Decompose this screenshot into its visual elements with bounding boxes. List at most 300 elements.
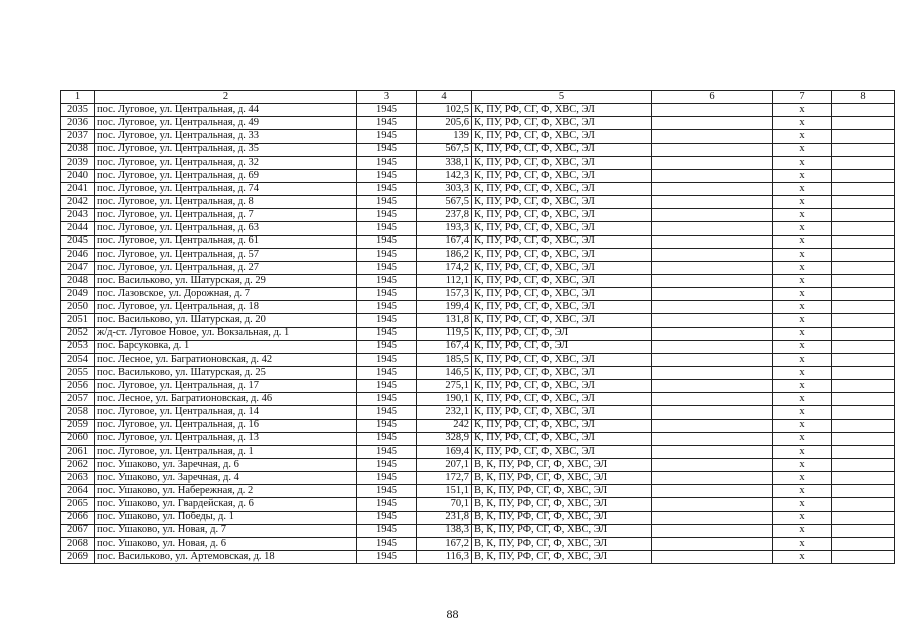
column-6-cell xyxy=(652,393,773,406)
year-cell: 1945 xyxy=(357,366,417,379)
table-row xyxy=(61,156,895,169)
row-number-cell: 2046 xyxy=(61,248,95,261)
row-number-cell: 2051 xyxy=(61,314,95,327)
table-row xyxy=(61,222,895,235)
column-number-header-row xyxy=(61,91,895,104)
address-cell: пос. Ушаково, ул. Заречная, д. 6 xyxy=(95,458,357,471)
area-cell: 328,9 xyxy=(417,432,472,445)
row-number-cell: 2035 xyxy=(61,104,95,117)
address-cell: пос. Луговое, ул. Центральная, д. 35 xyxy=(95,143,357,156)
column-7-mark-cell: х xyxy=(773,537,832,550)
column-7-mark-cell: х xyxy=(773,445,832,458)
column-6-cell xyxy=(652,498,773,511)
column-6-cell xyxy=(652,156,773,169)
utility-systems-cell: К, ПУ, РФ, СГ, Ф, ХВС, ЭЛ xyxy=(472,156,652,169)
table-row xyxy=(61,472,895,485)
table-row xyxy=(61,419,895,432)
year-cell: 1945 xyxy=(357,498,417,511)
row-number-cell: 2049 xyxy=(61,288,95,301)
year-cell: 1945 xyxy=(357,327,417,340)
utility-systems-cell: К, ПУ, РФ, СГ, Ф, ХВС, ЭЛ xyxy=(472,274,652,287)
table-row xyxy=(61,169,895,182)
utility-systems-cell: В, К, ПУ, РФ, СГ, Ф, ХВС, ЭЛ xyxy=(472,458,652,471)
address-cell: пос. Луговое, ул. Центральная, д. 27 xyxy=(95,261,357,274)
address-cell: пос. Луговое, ул. Центральная, д. 57 xyxy=(95,248,357,261)
area-cell: 231,8 xyxy=(417,511,472,524)
area-cell: 190,1 xyxy=(417,393,472,406)
column-7-mark-cell: х xyxy=(773,432,832,445)
column-8-cell xyxy=(832,274,895,287)
column-8-cell xyxy=(832,511,895,524)
table-row xyxy=(61,524,895,537)
column-6-cell xyxy=(652,196,773,209)
column-7-mark-cell: х xyxy=(773,196,832,209)
area-cell: 242 xyxy=(417,419,472,432)
year-cell: 1945 xyxy=(357,130,417,143)
row-number-cell: 2048 xyxy=(61,274,95,287)
column-7-mark-cell: х xyxy=(773,524,832,537)
column-6-cell xyxy=(652,458,773,471)
year-cell: 1945 xyxy=(357,235,417,248)
utility-systems-cell: К, ПУ, РФ, СГ, Ф, ХВС, ЭЛ xyxy=(472,366,652,379)
column-8-cell xyxy=(832,248,895,261)
utility-systems-cell: К, ПУ, РФ, СГ, Ф, ХВС, ЭЛ xyxy=(472,248,652,261)
column-6-cell xyxy=(652,406,773,419)
year-cell: 1945 xyxy=(357,288,417,301)
row-number-cell: 2040 xyxy=(61,169,95,182)
column-6-cell xyxy=(652,222,773,235)
year-cell: 1945 xyxy=(357,196,417,209)
column-8-cell xyxy=(832,235,895,248)
column-7-mark-cell: х xyxy=(773,261,832,274)
year-cell: 1945 xyxy=(357,182,417,195)
address-cell: пос. Луговое, ул. Центральная, д. 69 xyxy=(95,169,357,182)
utility-systems-cell: К, ПУ, РФ, СГ, Ф, ХВС, ЭЛ xyxy=(472,314,652,327)
column-6-cell xyxy=(652,419,773,432)
column-7-mark-cell: х xyxy=(773,353,832,366)
column-8-cell xyxy=(832,288,895,301)
column-7-mark-cell: х xyxy=(773,274,832,287)
row-number-cell: 2066 xyxy=(61,511,95,524)
column-7-mark-cell: х xyxy=(773,169,832,182)
column-7-mark-cell: х xyxy=(773,143,832,156)
column-6-cell xyxy=(652,209,773,222)
utility-systems-cell: В, К, ПУ, РФ, СГ, Ф, ХВС, ЭЛ xyxy=(472,537,652,550)
column-6-cell xyxy=(652,117,773,130)
utility-systems-cell: К, ПУ, РФ, СГ, Ф, ХВС, ЭЛ xyxy=(472,445,652,458)
row-number-cell: 2060 xyxy=(61,432,95,445)
area-cell: 338,1 xyxy=(417,156,472,169)
row-number-cell: 2056 xyxy=(61,380,95,393)
row-number-cell: 2047 xyxy=(61,261,95,274)
year-cell: 1945 xyxy=(357,340,417,353)
address-cell: пос. Луговое, ул. Центральная, д. 8 xyxy=(95,196,357,209)
column-8-cell xyxy=(832,169,895,182)
column-7-mark-cell: х xyxy=(773,209,832,222)
area-cell: 174,2 xyxy=(417,261,472,274)
row-number-cell: 2069 xyxy=(61,550,95,563)
table-row xyxy=(61,550,895,563)
column-7-mark-cell: х xyxy=(773,130,832,143)
utility-systems-cell: В, К, ПУ, РФ, СГ, Ф, ХВС, ЭЛ xyxy=(472,524,652,537)
year-cell: 1945 xyxy=(357,301,417,314)
year-cell: 1945 xyxy=(357,406,417,419)
utility-systems-cell: К, ПУ, РФ, СГ, Ф, ЭЛ xyxy=(472,327,652,340)
utility-systems-cell: К, ПУ, РФ, СГ, Ф, ХВС, ЭЛ xyxy=(472,406,652,419)
year-cell: 1945 xyxy=(357,537,417,550)
row-number-cell: 2068 xyxy=(61,537,95,550)
utility-systems-cell: К, ПУ, РФ, СГ, Ф, ХВС, ЭЛ xyxy=(472,143,652,156)
area-cell: 138,3 xyxy=(417,524,472,537)
row-number-cell: 2041 xyxy=(61,182,95,195)
column-7-mark-cell: х xyxy=(773,511,832,524)
column-7-mark-cell: х xyxy=(773,248,832,261)
table-row xyxy=(61,432,895,445)
area-cell: 186,2 xyxy=(417,248,472,261)
year-cell: 1945 xyxy=(357,274,417,287)
column-header-7: 7 xyxy=(773,91,832,104)
year-cell: 1945 xyxy=(357,511,417,524)
row-number-cell: 2050 xyxy=(61,301,95,314)
column-8-cell xyxy=(832,261,895,274)
column-8-cell xyxy=(832,340,895,353)
area-cell: 142,3 xyxy=(417,169,472,182)
column-8-cell xyxy=(832,366,895,379)
column-header-4: 4 xyxy=(417,91,472,104)
address-cell: пос. Луговое, ул. Центральная, д. 32 xyxy=(95,156,357,169)
address-cell: пос. Васильково, ул. Шатурская, д. 25 xyxy=(95,366,357,379)
utility-systems-cell: К, ПУ, РФ, СГ, Ф, ХВС, ЭЛ xyxy=(472,235,652,248)
year-cell: 1945 xyxy=(357,472,417,485)
column-7-mark-cell: х xyxy=(773,235,832,248)
column-7-mark-cell: х xyxy=(773,366,832,379)
area-cell: 167,4 xyxy=(417,235,472,248)
table-row xyxy=(61,340,895,353)
area-cell: 151,1 xyxy=(417,485,472,498)
column-8-cell xyxy=(832,209,895,222)
column-8-cell xyxy=(832,117,895,130)
table-row xyxy=(61,511,895,524)
area-cell: 205,6 xyxy=(417,117,472,130)
year-cell: 1945 xyxy=(357,261,417,274)
column-7-mark-cell: х xyxy=(773,393,832,406)
column-8-cell xyxy=(832,143,895,156)
utility-systems-cell: К, ПУ, РФ, СГ, Ф, ЭЛ xyxy=(472,340,652,353)
row-number-cell: 2044 xyxy=(61,222,95,235)
year-cell: 1945 xyxy=(357,248,417,261)
address-cell: пос. Лесное, ул. Багратионовская, д. 42 xyxy=(95,353,357,366)
utility-systems-cell: К, ПУ, РФ, СГ, Ф, ХВС, ЭЛ xyxy=(472,182,652,195)
utility-systems-cell: В, К, ПУ, РФ, СГ, Ф, ХВС, ЭЛ xyxy=(472,485,652,498)
table-row xyxy=(61,301,895,314)
column-8-cell xyxy=(832,327,895,340)
page-number: 88 xyxy=(446,607,459,621)
address-cell: пос. Ушаково, ул. Новая, д. 7 xyxy=(95,524,357,537)
address-cell: пос. Луговое, ул. Центральная, д. 18 xyxy=(95,301,357,314)
column-8-cell xyxy=(832,156,895,169)
address-cell: пос. Луговое, ул. Центральная, д. 1 xyxy=(95,445,357,458)
column-7-mark-cell: х xyxy=(773,156,832,169)
area-cell: 119,5 xyxy=(417,327,472,340)
row-number-cell: 2037 xyxy=(61,130,95,143)
year-cell: 1945 xyxy=(357,209,417,222)
column-8-cell xyxy=(832,458,895,471)
row-number-cell: 2064 xyxy=(61,485,95,498)
row-number-cell: 2067 xyxy=(61,524,95,537)
column-6-cell xyxy=(652,485,773,498)
column-6-cell xyxy=(652,274,773,287)
year-cell: 1945 xyxy=(357,143,417,156)
table-row xyxy=(61,393,895,406)
year-cell: 1945 xyxy=(357,445,417,458)
table-row xyxy=(61,380,895,393)
table-row xyxy=(61,485,895,498)
column-7-mark-cell: х xyxy=(773,182,832,195)
column-8-cell xyxy=(832,537,895,550)
area-cell: 112,1 xyxy=(417,274,472,287)
address-cell: пос. Луговое, ул. Центральная, д. 44 xyxy=(95,104,357,117)
utility-systems-cell: К, ПУ, РФ, СГ, Ф, ХВС, ЭЛ xyxy=(472,353,652,366)
table-row xyxy=(61,104,895,117)
area-cell: 169,4 xyxy=(417,445,472,458)
address-cell: пос. Луговое, ул. Центральная, д. 16 xyxy=(95,419,357,432)
column-8-cell xyxy=(832,130,895,143)
row-number-cell: 2061 xyxy=(61,445,95,458)
area-cell: 237,8 xyxy=(417,209,472,222)
column-8-cell xyxy=(832,406,895,419)
table-row xyxy=(61,143,895,156)
table-row xyxy=(61,353,895,366)
address-cell: пос. Лесное, ул. Багратионовская, д. 46 xyxy=(95,393,357,406)
column-header-5: 5 xyxy=(472,91,652,104)
area-cell: 193,3 xyxy=(417,222,472,235)
area-cell: 275,1 xyxy=(417,380,472,393)
column-7-mark-cell: х xyxy=(773,104,832,117)
row-number-cell: 2052 xyxy=(61,327,95,340)
column-header-8: 8 xyxy=(832,91,895,104)
column-7-mark-cell: х xyxy=(773,380,832,393)
row-number-cell: 2039 xyxy=(61,156,95,169)
address-cell: пос. Луговое, ул. Центральная, д. 33 xyxy=(95,130,357,143)
row-number-cell: 2058 xyxy=(61,406,95,419)
utility-systems-cell: К, ПУ, РФ, СГ, Ф, ХВС, ЭЛ xyxy=(472,419,652,432)
column-6-cell xyxy=(652,366,773,379)
column-8-cell xyxy=(832,393,895,406)
column-7-mark-cell: х xyxy=(773,485,832,498)
utility-systems-cell: К, ПУ, РФ, СГ, Ф, ХВС, ЭЛ xyxy=(472,261,652,274)
column-6-cell xyxy=(652,248,773,261)
area-cell: 232,1 xyxy=(417,406,472,419)
area-cell: 567,5 xyxy=(417,196,472,209)
year-cell: 1945 xyxy=(357,222,417,235)
address-cell: пос. Ушаково, ул. Гвардейская, д. 6 xyxy=(95,498,357,511)
table-row xyxy=(61,327,895,340)
utility-systems-cell: К, ПУ, РФ, СГ, Ф, ХВС, ЭЛ xyxy=(472,393,652,406)
column-7-mark-cell: х xyxy=(773,288,832,301)
column-6-cell xyxy=(652,314,773,327)
address-cell: пос. Барсуковка, д. 1 xyxy=(95,340,357,353)
address-cell: пос. Луговое, ул. Центральная, д. 61 xyxy=(95,235,357,248)
year-cell: 1945 xyxy=(357,314,417,327)
year-cell: 1945 xyxy=(357,156,417,169)
address-cell: пос. Луговое, ул. Центральная, д. 13 xyxy=(95,432,357,445)
area-cell: 116,3 xyxy=(417,550,472,563)
column-6-cell xyxy=(652,537,773,550)
address-cell: пос. Луговое, ул. Центральная, д. 49 xyxy=(95,117,357,130)
column-6-cell xyxy=(652,327,773,340)
column-7-mark-cell: х xyxy=(773,301,832,314)
column-6-cell xyxy=(652,143,773,156)
address-cell: пос. Луговое, ул. Центральная, д. 74 xyxy=(95,182,357,195)
row-number-cell: 2065 xyxy=(61,498,95,511)
column-7-mark-cell: х xyxy=(773,327,832,340)
table-row xyxy=(61,130,895,143)
row-number-cell: 2042 xyxy=(61,196,95,209)
column-7-mark-cell: х xyxy=(773,550,832,563)
column-header-2: 2 xyxy=(95,91,357,104)
utility-systems-cell: К, ПУ, РФ, СГ, Ф, ХВС, ЭЛ xyxy=(472,288,652,301)
area-cell: 146,5 xyxy=(417,366,472,379)
row-number-cell: 2055 xyxy=(61,366,95,379)
column-6-cell xyxy=(652,169,773,182)
utility-systems-cell: В, К, ПУ, РФ, СГ, Ф, ХВС, ЭЛ xyxy=(472,550,652,563)
area-cell: 131,8 xyxy=(417,314,472,327)
utility-systems-cell: К, ПУ, РФ, СГ, Ф, ХВС, ЭЛ xyxy=(472,380,652,393)
column-6-cell xyxy=(652,301,773,314)
address-cell: пос. Луговое, ул. Центральная, д. 14 xyxy=(95,406,357,419)
table-row xyxy=(61,117,895,130)
column-6-cell xyxy=(652,288,773,301)
address-cell: пос. Ушаково, ул. Набережная, д. 2 xyxy=(95,485,357,498)
area-cell: 199,4 xyxy=(417,301,472,314)
column-7-mark-cell: х xyxy=(773,406,832,419)
address-cell: пос. Ушаково, ул. Новая, д. 6 xyxy=(95,537,357,550)
table-body xyxy=(61,104,895,564)
year-cell: 1945 xyxy=(357,419,417,432)
area-cell: 172,7 xyxy=(417,472,472,485)
year-cell: 1945 xyxy=(357,485,417,498)
column-6-cell xyxy=(652,445,773,458)
table-row xyxy=(61,445,895,458)
address-cell: пос. Лазовское, ул. Дорожная, д. 7 xyxy=(95,288,357,301)
column-8-cell xyxy=(832,485,895,498)
utility-systems-cell: К, ПУ, РФ, СГ, Ф, ХВС, ЭЛ xyxy=(472,104,652,117)
column-header-3: 3 xyxy=(357,91,417,104)
column-8-cell xyxy=(832,498,895,511)
column-8-cell xyxy=(832,196,895,209)
column-8-cell xyxy=(832,104,895,117)
column-6-cell xyxy=(652,104,773,117)
column-7-mark-cell: х xyxy=(773,419,832,432)
year-cell: 1945 xyxy=(357,432,417,445)
utility-systems-cell: К, ПУ, РФ, СГ, Ф, ХВС, ЭЛ xyxy=(472,169,652,182)
table-row xyxy=(61,498,895,511)
table-row xyxy=(61,537,895,550)
column-7-mark-cell: х xyxy=(773,458,832,471)
column-8-cell xyxy=(832,419,895,432)
table-row xyxy=(61,196,895,209)
column-7-mark-cell: х xyxy=(773,222,832,235)
area-cell: 185,5 xyxy=(417,353,472,366)
table-row xyxy=(61,209,895,222)
column-6-cell xyxy=(652,182,773,195)
year-cell: 1945 xyxy=(357,393,417,406)
address-cell: пос. Ушаково, ул. Заречная, д. 4 xyxy=(95,472,357,485)
column-6-cell xyxy=(652,432,773,445)
year-cell: 1945 xyxy=(357,550,417,563)
column-header-6: 6 xyxy=(652,91,773,104)
row-number-cell: 2038 xyxy=(61,143,95,156)
table-row xyxy=(61,458,895,471)
year-cell: 1945 xyxy=(357,353,417,366)
table-row xyxy=(61,314,895,327)
column-6-cell xyxy=(652,472,773,485)
column-8-cell xyxy=(832,353,895,366)
address-cell: пос. Луговое, ул. Центральная, д. 7 xyxy=(95,209,357,222)
area-cell: 567,5 xyxy=(417,143,472,156)
column-8-cell xyxy=(832,380,895,393)
utility-systems-cell: К, ПУ, РФ, СГ, Ф, ХВС, ЭЛ xyxy=(472,117,652,130)
table-row xyxy=(61,288,895,301)
row-number-cell: 2053 xyxy=(61,340,95,353)
column-8-cell xyxy=(832,182,895,195)
area-cell: 139 xyxy=(417,130,472,143)
area-cell: 207,1 xyxy=(417,458,472,471)
table-row xyxy=(61,235,895,248)
utility-systems-cell: К, ПУ, РФ, СГ, Ф, ХВС, ЭЛ xyxy=(472,196,652,209)
row-number-cell: 2057 xyxy=(61,393,95,406)
row-number-cell: 2043 xyxy=(61,209,95,222)
row-number-cell: 2054 xyxy=(61,353,95,366)
housing-register-table xyxy=(60,90,895,564)
column-6-cell xyxy=(652,235,773,248)
utility-systems-cell: В, К, ПУ, РФ, СГ, Ф, ХВС, ЭЛ xyxy=(472,511,652,524)
table-row xyxy=(61,261,895,274)
column-8-cell xyxy=(832,524,895,537)
column-8-cell xyxy=(832,301,895,314)
row-number-cell: 2059 xyxy=(61,419,95,432)
row-number-cell: 2062 xyxy=(61,458,95,471)
column-7-mark-cell: х xyxy=(773,117,832,130)
table-row xyxy=(61,274,895,287)
column-7-mark-cell: х xyxy=(773,340,832,353)
utility-systems-cell: В, К, ПУ, РФ, СГ, Ф, ХВС, ЭЛ xyxy=(472,472,652,485)
column-6-cell xyxy=(652,353,773,366)
utility-systems-cell: К, ПУ, РФ, СГ, Ф, ХВС, ЭЛ xyxy=(472,209,652,222)
column-7-mark-cell: х xyxy=(773,472,832,485)
table-row xyxy=(61,182,895,195)
utility-systems-cell: К, ПУ, РФ, СГ, Ф, ХВС, ЭЛ xyxy=(472,432,652,445)
area-cell: 167,2 xyxy=(417,537,472,550)
area-cell: 157,3 xyxy=(417,288,472,301)
address-cell: пос. Васильково, ул. Артемовская, д. 18 xyxy=(95,550,357,563)
column-8-cell xyxy=(832,222,895,235)
column-6-cell xyxy=(652,340,773,353)
year-cell: 1945 xyxy=(357,104,417,117)
utility-systems-cell: К, ПУ, РФ, СГ, Ф, ХВС, ЭЛ xyxy=(472,130,652,143)
area-cell: 70,1 xyxy=(417,498,472,511)
utility-systems-cell: К, ПУ, РФ, СГ, Ф, ХВС, ЭЛ xyxy=(472,301,652,314)
column-7-mark-cell: х xyxy=(773,314,832,327)
row-number-cell: 2045 xyxy=(61,235,95,248)
address-cell: пос. Луговое, ул. Центральная, д. 63 xyxy=(95,222,357,235)
table-row xyxy=(61,366,895,379)
utility-systems-cell: К, ПУ, РФ, СГ, Ф, ХВС, ЭЛ xyxy=(472,222,652,235)
row-number-cell: 2036 xyxy=(61,117,95,130)
address-cell: пос. Васильково, ул. Шатурская, д. 29 xyxy=(95,274,357,287)
address-cell: ж/д-ст. Луговое Новое, ул. Вокзальная, д. 1 xyxy=(95,327,357,340)
area-cell: 303,3 xyxy=(417,182,472,195)
